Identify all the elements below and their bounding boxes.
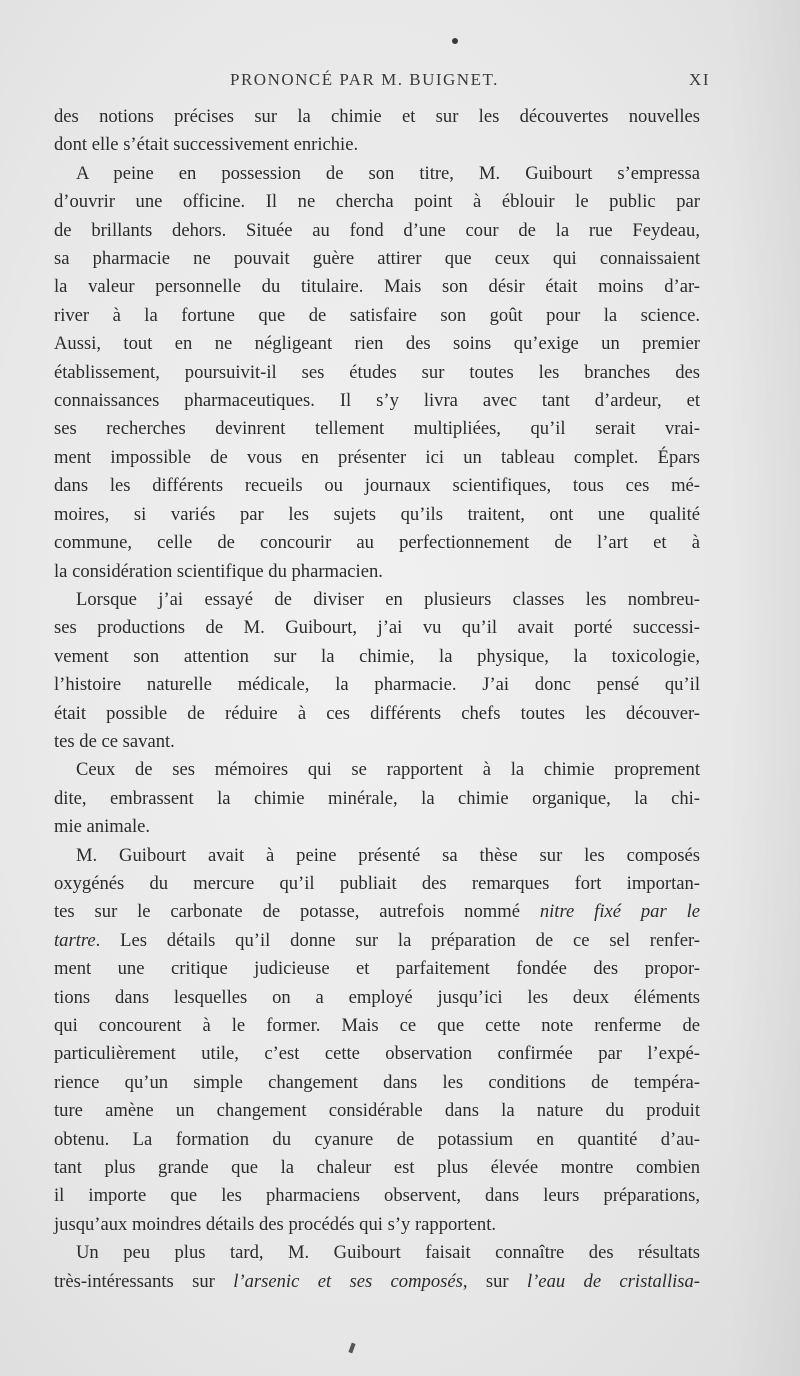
page-edge-shadow — [730, 0, 800, 1376]
text-line: tes de ce savant. — [54, 730, 175, 752]
text-line: dans les différents recueils ou journaux scientifiques, tous ces mé- — [54, 475, 700, 497]
text-line: mie animale. — [54, 816, 151, 838]
text-line: était possible de réduire à ces différents chefs toutes les découver- — [54, 702, 700, 724]
text-line: moires, si variés par les sujets qu’ils traitent, ont une qualité — [54, 503, 700, 525]
body-text — [54, 103, 700, 1296]
text-line: A peine en possession de son titre, M. Guibourt s’empressa — [76, 162, 700, 184]
text-line: il importe que les pharmaciens observent, dans leurs préparations, — [54, 1185, 700, 1207]
text-line: commune, celle de concourir au perfectionnement de l’art et à — [54, 532, 700, 554]
ink-dot-mark — [452, 38, 458, 44]
text-line: vement son attention sur la chimie, la physique, la toxicologie, — [54, 645, 700, 667]
text-line: tions dans lesquelles on a employé jusqu’ici les deux éléments — [54, 986, 700, 1008]
text-line: qui concourent à le former. Mais ce que cette note renferme de — [54, 1015, 700, 1036]
text-run: très-intéressants sur — [54, 1270, 234, 1292]
text-line-with-italic — [54, 927, 700, 955]
text-line: Lorsque j’ai essayé de diviser en plusieurs classes les nombreu- — [76, 588, 700, 610]
text-line: connaissances pharmaceutiques. Il s’y livra avec tant d’ardeur, et — [54, 390, 700, 412]
running-header — [230, 70, 710, 92]
paragraph-6 — [54, 1239, 700, 1296]
paragraph-4 — [54, 756, 700, 841]
text-line: la considération scientifique du pharmacien. — [54, 560, 383, 582]
text-line: river à la fortune que de satisfaire son goût pour la science. — [54, 304, 700, 326]
text-line: Ceux de ses mémoires qui se rapportent à la chimie proprement — [76, 759, 700, 781]
text-line: ses recherches devinrent tellement multipliées, qu’il serait vrai- — [54, 418, 700, 440]
text-line: établissement, poursuivit-il ses études sur toutes les branches des — [54, 361, 700, 383]
text-line: d’ouvrir une officine. Il ne chercha point à éblouir le public par — [54, 191, 700, 213]
italic-term: l’eau de cristallisa- — [526, 1270, 701, 1292]
text-line: de brillants dehors. Située au fond d’une cour de la rue Feydeau, — [54, 219, 700, 241]
paragraph-2 — [54, 160, 700, 586]
paragraph-3 — [54, 586, 700, 756]
text-run: , sur — [462, 1270, 527, 1292]
text-line: jusqu’aux moindres détails des procédés qui s’y rapportent. — [54, 1213, 497, 1235]
text-line: obtenu. La formation du cyanure de potassium en quantité d’au- — [54, 1128, 700, 1150]
paragraph-1 — [54, 103, 700, 160]
text-line: rience qu’un simple changement dans les conditions de tempéra- — [54, 1071, 700, 1093]
text-line: ture amène un changement considérable dans la nature du produit — [54, 1100, 700, 1122]
italic-term: l’arsenic et ses composés — [233, 1270, 463, 1292]
text-line: tant plus grande que la chaleur est plus élevée montre combien — [54, 1157, 700, 1179]
text-line: ment impossible de vous en présenter ici un tableau complet. Épars — [54, 446, 700, 468]
text-line: ment une critique judicieuse et parfaitement fondée des propor- — [54, 958, 700, 980]
text-line: ses productions de M. Guibourt, j’ai vu qu’il avait porté successi- — [54, 617, 700, 639]
text-line: M. Guibourt avait à peine présenté sa thèse sur les composés — [76, 844, 700, 866]
text-run: . Les détails qu’il donne sur la préparation de ce sel renfer- — [95, 929, 700, 951]
text-line: dite, embrassent la chimie minérale, la chimie organique, la chi- — [54, 787, 700, 809]
text-line: la valeur personnelle du titulaire. Mais son désir était moins d’ar- — [54, 276, 700, 298]
text-run: tes sur le carbonate de potasse, autrefois nommé — [54, 901, 540, 923]
text-line: l’histoire naturelle médicale, la pharmacie. J’ai donc pensé qu’il — [54, 674, 700, 696]
text-line: oxygénés du mercure qu’il publiait des remarques fort importan- — [54, 872, 700, 894]
text-line-with-italic — [54, 1268, 700, 1296]
running-title: PRONONCÉ PAR M. BUIGNET. — [230, 70, 499, 89]
text-line: dont elle s’était successivement enrichie. — [54, 134, 359, 156]
text-line: particulièrement utile, c’est cette observation confirmée par l’expé- — [54, 1043, 700, 1065]
page-number: XI — [689, 70, 710, 89]
italic-term: nitre fixé par le — [539, 901, 700, 923]
text-line-with-italic — [54, 898, 700, 926]
text-line: sa pharmacie ne pouvait guère attirer que ceux qui connaissaient — [54, 248, 700, 270]
paragraph-5 — [54, 842, 700, 1240]
text-line: des notions précises sur la chimie et sur les découvertes nouvelles — [54, 106, 700, 127]
text-line: Un peu plus tard, M. Guibourt faisait connaître des résultats — [76, 1242, 700, 1264]
italic-term: tartre — [54, 929, 96, 951]
text-line: Aussi, tout en ne négligeant rien des soins qu’exige un premier — [54, 333, 700, 355]
ink-speck-mark — [348, 1343, 355, 1354]
